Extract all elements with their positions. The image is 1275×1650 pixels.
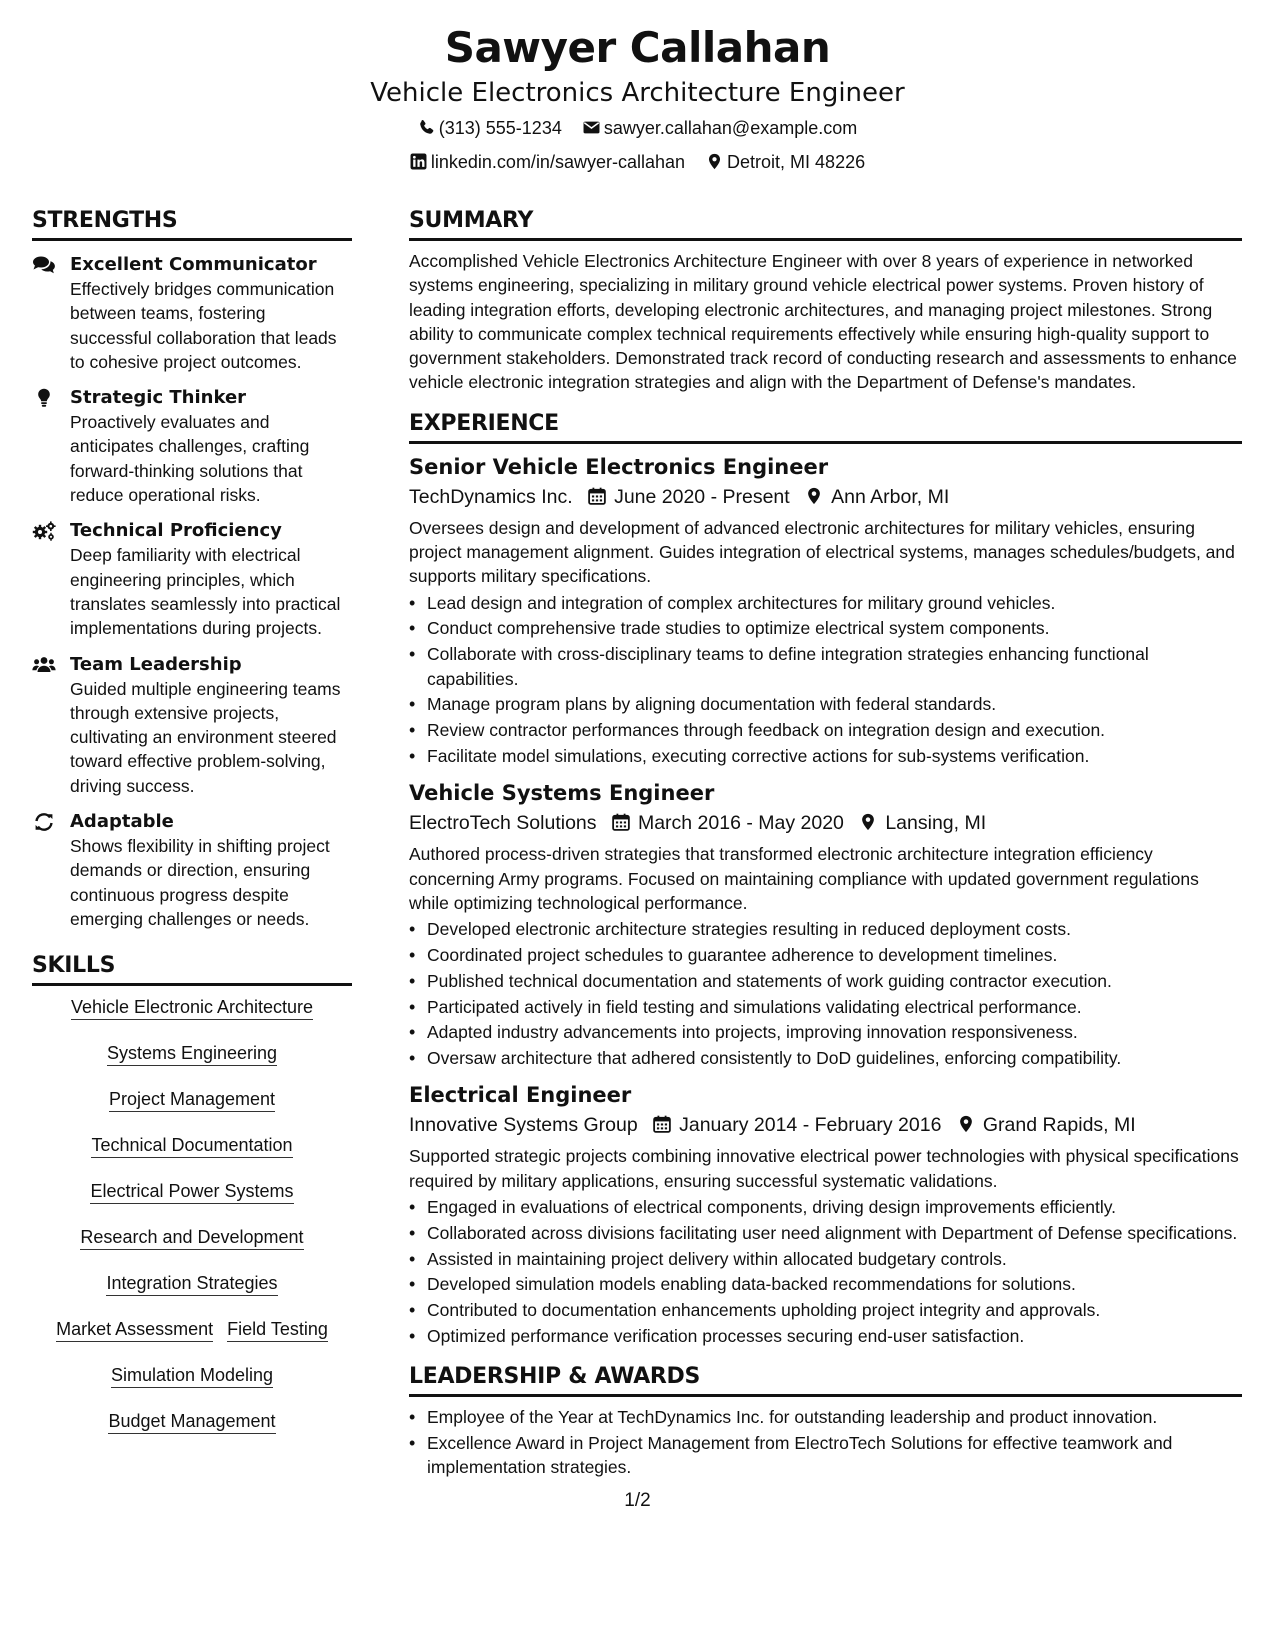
phone-icon — [418, 119, 435, 136]
skill-row — [32, 1410, 352, 1435]
contact-row-2 — [0, 146, 1275, 178]
summary-heading: SUMMARY — [409, 206, 1242, 241]
list-item: • Oversaw architecture that adhered consistently to DoD guidelines, enforcing compatibility. — [427, 1046, 1242, 1070]
strength-item — [32, 810, 352, 931]
skill-row — [32, 1088, 352, 1113]
resume-header — [0, 20, 1275, 178]
list-item: • Review contractor performances through feedback on integration design and execution. — [427, 718, 1242, 742]
email-text: sawyer.callahan@example.com — [603, 118, 858, 138]
linkedin-text: linkedin.com/in/sawyer-callahan — [430, 152, 686, 172]
list-item: • Employee of the Year at TechDynamics Inc. for outstanding leadership and product innovation. — [427, 1405, 1242, 1429]
skill-row — [32, 1180, 352, 1205]
gears-icon — [32, 521, 56, 541]
strength-desc: Shows flexibility in shifting project demands or direction, ensuring continuous progress despite emerging challenges or needs. — [70, 836, 330, 929]
strength-desc: Guided multiple engineering teams through extensive projects, cultivating an environment steered toward effective problem-solving, driving success. — [70, 678, 341, 796]
experience-heading: EXPERIENCE — [409, 409, 1242, 444]
experience-entry — [409, 452, 1242, 768]
skill-tag: Research and Development — [80, 1226, 303, 1250]
awards-heading: LEADERSHIP & AWARDS — [409, 1362, 1242, 1397]
comments-icon — [32, 255, 56, 275]
linkedin-contact — [410, 146, 685, 178]
list-item: • Manage program plans by aligning documentation with federal standards. — [427, 692, 1242, 716]
list-item: • Developed simulation models enabling data-backed recommendations for solutions. — [427, 1272, 1242, 1296]
company-name: Innovative Systems Group — [409, 1114, 638, 1137]
list-item: • Collaborated across divisions facilitating user need alignment with Department of Defense specifications. — [427, 1221, 1242, 1245]
skill-row — [32, 1318, 352, 1343]
skill-tag: Simulation Modeling — [111, 1364, 273, 1388]
right-column — [409, 206, 1242, 1481]
skill-tag: Market Assessment — [56, 1318, 213, 1342]
email-contact — [583, 112, 857, 144]
experience-entry — [409, 778, 1242, 1070]
job-description: Authored process-driven strategies that transformed electronic architecture integration efficiency concerning Army programs. Focused on maintaining compliance with updated government regulations while optimizing technological performance. — [409, 844, 1199, 913]
calendar-icon — [588, 487, 606, 505]
strength-desc: Deep familiarity with electrical engineering principles, which translates seamlessly into practical implementations during projects. — [70, 545, 341, 639]
phone-text: (313) 555-1234 — [438, 118, 562, 138]
skill-row — [32, 1364, 352, 1389]
skill-row — [32, 1272, 352, 1297]
job-bullets — [409, 591, 1242, 769]
job-title: Electrical Engineer — [409, 1083, 632, 1108]
candidate-title: Vehicle Electronics Architecture Engineer — [370, 78, 905, 108]
strength-item — [32, 386, 352, 507]
strength-desc: Effectively bridges communication between teams, fostering successful collaboration that leads to cohesive project outcomes. — [70, 279, 337, 372]
location-text: Lansing, MI — [885, 812, 987, 835]
job-bullets — [409, 1195, 1242, 1348]
skill-tag: Electrical Power Systems — [90, 1180, 293, 1204]
list-item: • Developed electronic architecture strategies resulting in reduced deployment costs. — [427, 917, 1242, 941]
skills-heading: SKILLS — [32, 951, 352, 986]
phone-contact — [418, 112, 562, 144]
job-meta — [409, 482, 1242, 512]
envelope-icon — [583, 119, 600, 136]
list-item: • Optimized performance verification processes securing end-user satisfaction. — [427, 1324, 1242, 1348]
page-number: 1/2 — [624, 1490, 651, 1511]
job-dates — [653, 1110, 941, 1140]
company-name: ElectroTech Solutions — [409, 812, 597, 835]
list-item: • Facilitate model simulations, executing corrective actions for sub-systems verification. — [427, 744, 1242, 768]
candidate-name: Sawyer Callahan — [444, 23, 831, 72]
dates-text: January 2014 - February 2016 — [679, 1114, 942, 1137]
job-title: Senior Vehicle Electronics Engineer — [409, 454, 829, 479]
strength-title: Technical Proficiency — [70, 520, 282, 542]
list-item: • Collaborate with cross-disciplinary teams to define integration strategies enhancing functional capabilities. — [427, 642, 1242, 691]
job-location — [957, 1110, 1136, 1140]
list-item: • Conduct comprehensive trade studies to optimize electrical system components. — [427, 616, 1242, 640]
list-item: • Participated actively in field testing and simulations validating electrical performance. — [427, 995, 1242, 1019]
job-description: Oversees design and development of advanced electronic architectures for military vehicles, ensuring project management alignment. Guides integration of electrical systems, manages schedules/budgets, and supports military specifications. — [409, 517, 1235, 587]
list-item: • Lead design and integration of complex architectures for military ground vehicles. — [427, 591, 1242, 615]
map-marker-icon — [706, 153, 723, 170]
strength-item — [32, 519, 352, 640]
location-text: Grand Rapids, MI — [982, 1114, 1136, 1137]
job-description: Supported strategic projects combining innovative electrical power technologies with physical specifications required by military applications, ensuring successful systematic validations. — [409, 1146, 1239, 1191]
company-name: TechDynamics Inc. — [409, 485, 573, 508]
list-item: • Adapted industry advancements into projects, improving innovation responsiveness. — [427, 1020, 1242, 1044]
job-meta — [409, 1110, 1242, 1140]
list-item: • Assisted in maintaining project delivery within allocated budgetary controls. — [427, 1247, 1242, 1271]
job-title: Vehicle Systems Engineer — [409, 781, 715, 806]
job-meta — [409, 808, 1242, 838]
skill-tag: Project Management — [109, 1088, 275, 1112]
calendar-icon — [612, 813, 630, 831]
strength-title: Team Leadership — [70, 653, 242, 675]
linkedin-icon — [410, 153, 427, 170]
list-item: • Engaged in evaluations of electrical components, driving design improvements efficiently. — [427, 1195, 1242, 1219]
job-bullets — [409, 917, 1242, 1070]
awards-list — [409, 1405, 1242, 1479]
skill-tag: Technical Documentation — [91, 1134, 292, 1158]
list-item: • Published technical documentation and statements of work guiding contractor execution. — [427, 969, 1242, 993]
strengths-heading: STRENGTHS — [32, 206, 352, 241]
skill-row — [32, 1134, 352, 1159]
list-item: • Excellence Award in Project Management from ElectroTech Solutions for effective teamwork and implementation strategies. — [427, 1431, 1242, 1480]
list-item: • Contributed to documentation enhancements upholding project integrity and approvals. — [427, 1298, 1242, 1322]
location-text: Ann Arbor, MI — [831, 485, 950, 508]
skill-row — [32, 1042, 352, 1067]
skills-list — [32, 996, 352, 1435]
skill-tag: Budget Management — [108, 1410, 275, 1434]
strength-item — [32, 253, 352, 374]
strength-title: Excellent Communicator — [70, 254, 317, 275]
skill-tag: Systems Engineering — [107, 1042, 277, 1066]
sync-icon — [32, 812, 56, 832]
skill-row — [32, 1226, 352, 1251]
location-contact — [706, 146, 865, 178]
calendar-icon — [653, 1115, 671, 1133]
list-item: • Coordinated project schedules to guarantee adherence to development timelines. — [427, 943, 1242, 967]
users-icon — [32, 655, 56, 675]
skill-tag: Integration Strategies — [106, 1272, 277, 1296]
job-location — [859, 808, 986, 838]
location-text: Detroit, MI 48226 — [727, 152, 866, 172]
job-location — [805, 482, 949, 512]
dates-text: June 2020 - Present — [614, 485, 790, 508]
skill-row — [32, 996, 352, 1021]
map-marker-icon — [957, 1115, 975, 1133]
experience-entry — [409, 1080, 1242, 1348]
left-column — [32, 206, 352, 1456]
contact-row-1 — [0, 112, 1275, 144]
job-dates — [612, 808, 844, 838]
strength-item — [32, 653, 352, 798]
strength-desc: Proactively evaluates and anticipates challenges, crafting forward-thinking solutions that reduce operational risks. — [70, 412, 310, 506]
dates-text: March 2016 - May 2020 — [637, 812, 844, 835]
skill-tag: Field Testing — [227, 1318, 328, 1342]
strength-title: Adaptable — [70, 811, 174, 833]
map-marker-icon — [859, 813, 877, 831]
summary-text: Accomplished Vehicle Electronics Architecture Engineer with over 8 years of experience in networked systems engineering, specializing in military ground vehicle electrical power systems. Proven history of leading integration efforts, developing electronic architectures, and managing project milestones. Strong ability to communicate complex technical requirements effectively while ensuring high-quality support to government stakeholders. Demonstrated track record of conducting research and assessments to enhance vehicle electronic integration strategies and align with the Department of Defense's mandates. — [409, 251, 1237, 393]
lightbulb-icon — [32, 388, 56, 408]
map-marker-icon — [805, 487, 823, 505]
skill-tag: Vehicle Electronic Architecture — [71, 996, 313, 1020]
strength-title: Strategic Thinker — [70, 387, 247, 409]
job-dates — [588, 482, 790, 512]
